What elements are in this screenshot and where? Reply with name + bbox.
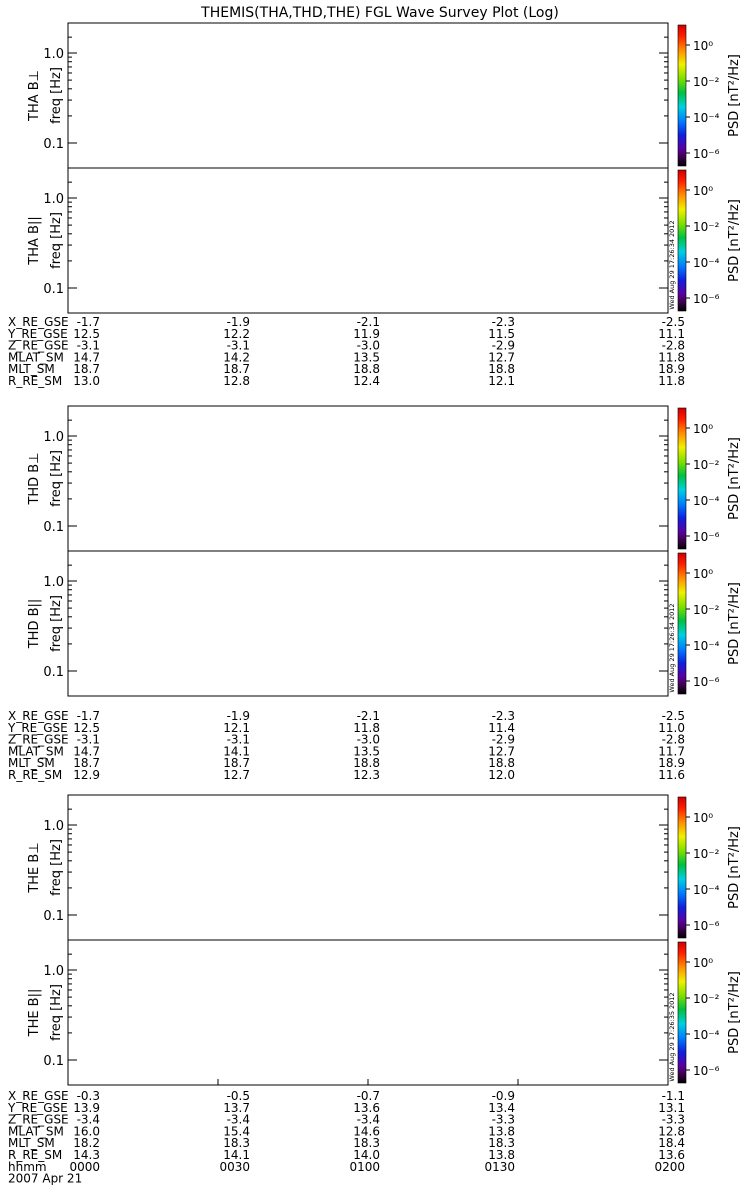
panel-label: THA B||	[27, 216, 42, 265]
colorbar-gradient	[678, 553, 686, 694]
colorbar-tick-label: 10⁻⁶	[693, 1064, 720, 1078]
ephemeris-value: 13.5	[353, 744, 380, 759]
ephemeris-value: 13.6	[353, 1100, 380, 1115]
y-tick-label: 0.1	[43, 282, 64, 297]
colorbar-tick-label: 10⁰	[693, 811, 714, 825]
ephemeris-value: -3.1	[226, 338, 250, 353]
ephemeris-name: Z_RE_GSE	[8, 732, 69, 747]
ephemeris-row	[8, 733, 685, 747]
panel-frame	[68, 406, 668, 551]
y-axis-label: freq [Hz]	[49, 450, 64, 507]
ephemeris-value: -3.4	[356, 1112, 380, 1127]
x-tick-label: 0100	[349, 1159, 380, 1174]
colorbar	[678, 170, 742, 311]
y-tick-label: 0.1	[43, 1054, 64, 1069]
ephemeris-table	[7, 709, 685, 782]
ephemeris-value: 12.7	[488, 744, 515, 759]
ephemeris-value: 18.8	[488, 756, 515, 771]
plot-title: THEMIS(THA,THD,THE) FGL Wave Survey Plot (Log)	[201, 5, 559, 21]
ephemeris-name: R_RE_SM	[8, 374, 63, 388]
ephemeris-value: 13.6	[658, 1148, 685, 1162]
ephemeris-value: 12.1	[223, 720, 250, 735]
ephemeris-value: -1.9	[226, 315, 250, 329]
colorbar-gradient	[678, 942, 686, 1083]
y-tick-label: 0.1	[43, 909, 64, 924]
ephemeris-value: 12.7	[223, 768, 250, 782]
spectrogram-panel	[27, 168, 742, 313]
ephemeris-value: -3.3	[661, 1112, 685, 1127]
date-label: 2007 Apr 21	[8, 1171, 83, 1186]
colorbar-gradient	[678, 25, 686, 166]
colorbar-label: PSD [nT²/Hz]	[727, 54, 742, 137]
panel-label: THA B⊥	[27, 70, 42, 121]
ephemeris-value: 15.4	[223, 1124, 250, 1139]
ephemeris-name: X_RE_GSE	[8, 709, 69, 723]
ephemeris-value: 11.1	[658, 326, 685, 341]
y-tick-label: 0.1	[43, 520, 64, 535]
panel-label: THE B||	[27, 988, 42, 1037]
ephemeris-value: 11.0	[658, 720, 685, 735]
ephemeris-value: 12.3	[353, 768, 380, 782]
panel-label: THE B⊥	[27, 842, 42, 893]
spectrogram-panel	[27, 940, 742, 1085]
colorbar-label: PSD [nT²/Hz]	[727, 199, 742, 282]
ephemeris-value: 18.3	[353, 1136, 380, 1151]
colorbar-tick-label: 10⁻²	[693, 603, 720, 617]
y-axis-label: freq [Hz]	[49, 67, 64, 124]
colorbar-tick-label: 10⁻²	[693, 220, 720, 234]
ephemeris-value: 14.7	[73, 350, 100, 365]
ephemeris-value: -3.1	[76, 338, 100, 353]
ephemeris-value: 12.5	[73, 720, 100, 735]
ephemeris-value: 12.8	[223, 374, 250, 388]
ephemeris-value: -2.5	[661, 315, 685, 329]
colorbar-tick-label: 10⁻⁴	[693, 111, 720, 125]
colorbar-tick-label: 10⁰	[693, 567, 714, 581]
ephemeris-row	[8, 350, 685, 364]
colorbar-tick-label: 10⁻²	[693, 992, 720, 1006]
colorbar-tick-label: 10⁻⁴	[693, 256, 720, 270]
ephemeris-row	[8, 1124, 685, 1138]
ephemeris-value: 16.0	[73, 1124, 100, 1139]
ephemeris-row	[8, 744, 685, 758]
ephemeris-value: 12.0	[488, 768, 515, 782]
ephemeris-name: MLAT_SM	[8, 1124, 64, 1139]
ephemeris-value: 13.7	[223, 1100, 250, 1115]
ephemeris-value: 11.4	[488, 720, 515, 735]
y-axis-label: freq [Hz]	[49, 839, 64, 896]
ephemeris-row	[7, 327, 685, 341]
ephemeris-value: -3.4	[226, 1112, 250, 1127]
ephemeris-name: MLT_SM	[8, 362, 55, 377]
ephemeris-row	[8, 1089, 685, 1103]
y-tick-label: 0.1	[43, 665, 64, 680]
time-axis-footer	[8, 1079, 685, 1186]
ephemeris-value: -3.1	[226, 732, 250, 747]
ephemeris-value: 14.3	[73, 1148, 100, 1162]
y-tick-label: 1.0	[43, 47, 64, 62]
ephemeris-value: 14.0	[353, 1148, 380, 1162]
ephemeris-value: 12.2	[223, 326, 250, 341]
colorbar-tick-label: 10⁻⁴	[693, 1028, 720, 1042]
panel-label: THD B⊥	[27, 452, 42, 505]
x-tick-label: 0030	[219, 1159, 250, 1174]
ephemeris-value: -0.7	[356, 1089, 380, 1103]
ephemeris-value: 13.8	[488, 1148, 515, 1162]
colorbar-tick-label: 10⁻⁴	[693, 883, 720, 897]
ephemeris-row	[8, 315, 685, 329]
ephemeris-value: -3.3	[491, 1112, 515, 1127]
ephemeris-value: 18.8	[353, 756, 380, 771]
ephemeris-value: 12.4	[353, 374, 380, 388]
colorbar-tick-label: 10⁻⁶	[693, 919, 720, 933]
ephemeris-value: -1.1	[661, 1089, 685, 1103]
creation-timestamp: Wed Aug 29 17:26:34 2012	[668, 603, 676, 693]
y-tick-label: 1.0	[43, 430, 64, 445]
y-axis-label: freq [Hz]	[49, 595, 64, 652]
panel-frame	[68, 795, 668, 940]
ephemeris-value: -1.9	[226, 709, 250, 723]
creation-timestamp: Wed Aug 29 17:26:35 2012	[668, 992, 676, 1082]
colorbar-label: PSD [nT²/Hz]	[727, 437, 742, 520]
ephemeris-value: -2.9	[491, 732, 515, 747]
ephemeris-value: 13.0	[73, 374, 100, 388]
colorbar-tick-label: 10⁰	[693, 956, 714, 970]
ephemeris-value: -3.4	[76, 1112, 100, 1127]
colorbar-tick-label: 10⁻²	[693, 847, 720, 861]
y-tick-label: 1.0	[43, 575, 64, 590]
ephemeris-value: -2.9	[491, 338, 515, 353]
y-axis-label: freq [Hz]	[49, 212, 64, 269]
ephemeris-value: 18.7	[223, 756, 250, 771]
ephemeris-name: Z_RE_GSE	[8, 338, 69, 353]
panel-frame	[68, 940, 668, 1085]
ephemeris-value: 14.1	[223, 1148, 250, 1162]
colorbar-label: PSD [nT²/Hz]	[727, 971, 742, 1054]
colorbar	[678, 942, 742, 1083]
y-tick-label: 0.1	[43, 137, 64, 152]
ephemeris-row	[8, 709, 685, 723]
ephemeris-row	[8, 756, 685, 770]
colorbar-gradient	[678, 408, 686, 549]
ephemeris-name: Y_RE_GSE	[8, 720, 68, 735]
ephemeris-value: -3.0	[356, 338, 380, 353]
ephemeris-value: -0.5	[226, 1089, 250, 1103]
ephemeris-table	[7, 315, 685, 388]
ephemeris-name: Y_RE_GSE	[8, 1100, 68, 1115]
colorbar-tick-label: 10⁻⁴	[693, 639, 720, 653]
ephemeris-value: 14.2	[223, 350, 250, 365]
colorbar-gradient	[678, 170, 686, 311]
ephemeris-value: 12.5	[73, 326, 100, 341]
colorbar	[678, 553, 742, 694]
y-tick-label: 1.0	[43, 192, 64, 207]
colorbar-label: PSD [nT²/Hz]	[727, 826, 742, 909]
ephemeris-value: 12.8	[658, 1124, 685, 1139]
panel-label: THD B||	[27, 598, 42, 649]
ephemeris-value: 18.7	[223, 362, 250, 377]
ephemeris-value: 13.4	[488, 1100, 515, 1115]
y-axis-label: freq [Hz]	[49, 984, 64, 1041]
ephemeris-row	[8, 1136, 685, 1150]
ephemeris-value: 11.7	[658, 744, 685, 759]
spectrogram-panel	[27, 551, 742, 696]
ephemeris-value: 14.6	[353, 1124, 380, 1139]
spectrogram-panel	[27, 23, 742, 168]
x-tick-label: 0000	[69, 1159, 100, 1174]
ephemeris-row	[8, 1113, 685, 1127]
ephemeris-name: R_RE_SM	[8, 768, 63, 782]
ephemeris-value: 13.8	[488, 1124, 515, 1139]
ephemeris-value: -3.0	[356, 732, 380, 747]
ephemeris-value: 12.9	[73, 768, 100, 782]
ephemeris-value: -2.8	[661, 732, 685, 747]
spectrogram-panel	[27, 406, 742, 551]
ephemeris-value: 11.8	[353, 720, 380, 735]
ephemeris-value: 18.3	[223, 1136, 250, 1151]
colorbar-tick-label: 10⁻⁶	[693, 530, 720, 544]
ephemeris-value: -2.8	[661, 338, 685, 353]
ephemeris-value: 18.7	[73, 362, 100, 377]
ephemeris-value: 11.6	[658, 768, 685, 782]
ephemeris-value: 12.7	[488, 350, 515, 365]
colorbar-gradient	[678, 797, 686, 938]
colorbar-tick-label: 10⁻⁴	[693, 494, 720, 508]
colorbar-tick-label: 10⁰	[693, 184, 714, 198]
colorbar-tick-label: 10⁻⁶	[693, 292, 720, 306]
ephemeris-value: -0.3	[76, 1089, 100, 1103]
colorbar	[678, 25, 742, 166]
ephemeris-value: -1.7	[76, 315, 100, 329]
ephemeris-name: X_RE_GSE	[8, 315, 69, 329]
ephemeris-value: 11.9	[353, 326, 380, 341]
ephemeris-name: Y_RE_GSE	[8, 326, 68, 341]
ephemeris-name: X_RE_GSE	[8, 1089, 69, 1103]
ephemeris-value: 18.7	[73, 756, 100, 771]
ephemeris-value: 18.8	[353, 362, 380, 377]
ephemeris-value: -2.3	[491, 709, 515, 723]
hhmm-label: hhmm	[8, 1159, 47, 1174]
colorbar-tick-label: 10⁰	[693, 39, 714, 53]
x-tick-label: 0130	[484, 1159, 515, 1174]
colorbar-tick-label: 10⁻²	[693, 75, 720, 89]
panel-frame	[68, 168, 668, 313]
y-tick-label: 1.0	[43, 819, 64, 834]
ephemeris-name: MLT_SM	[8, 756, 55, 771]
ephemeris-value: 18.9	[658, 362, 685, 377]
creation-timestamp: Wed Aug 29 17:26:34 2012	[668, 220, 676, 310]
ephemeris-row	[7, 721, 685, 735]
panel-frame	[68, 23, 668, 168]
colorbar-label: PSD [nT²/Hz]	[727, 582, 742, 665]
ephemeris-value: -2.1	[356, 709, 380, 723]
colorbar-tick-label: 10⁻⁶	[693, 675, 720, 689]
ephemeris-row	[8, 339, 685, 353]
colorbar-tick-label: 10⁻⁶	[693, 147, 720, 161]
ephemeris-value: 13.9	[73, 1100, 100, 1115]
ephemeris-value: -1.7	[76, 709, 100, 723]
ephemeris-value: 18.8	[488, 362, 515, 377]
ephemeris-value: 12.1	[488, 374, 515, 388]
ephemeris-value: -0.9	[491, 1089, 515, 1103]
ephemeris-value: 13.5	[353, 350, 380, 365]
colorbar	[678, 408, 742, 549]
ephemeris-name: MLAT_SM	[8, 744, 64, 759]
ephemeris-row	[8, 1148, 685, 1162]
ephemeris-table	[7, 1089, 685, 1162]
colorbar-tick-label: 10⁰	[693, 422, 714, 436]
ephemeris-value: 14.7	[73, 744, 100, 759]
ephemeris-value: -2.3	[491, 315, 515, 329]
colorbar	[678, 797, 742, 938]
ephemeris-value: 11.8	[658, 350, 685, 365]
ephemeris-value: -3.1	[76, 732, 100, 747]
ephemeris-value: 11.8	[658, 374, 685, 388]
ephemeris-row	[8, 374, 685, 388]
ephemeris-value: 18.9	[658, 756, 685, 771]
ephemeris-name: MLT_SM	[8, 1136, 55, 1151]
ephemeris-value: 18.4	[658, 1136, 685, 1151]
ephemeris-row	[8, 768, 685, 782]
x-tick-label: 0200	[654, 1159, 685, 1174]
ephemeris-value: 18.2	[73, 1136, 100, 1151]
ephemeris-value: 18.3	[488, 1136, 515, 1151]
ephemeris-value: -2.5	[661, 709, 685, 723]
ephemeris-name: MLAT_SM	[8, 350, 64, 365]
ephemeris-value: 11.5	[488, 326, 515, 341]
y-tick-label: 1.0	[43, 964, 64, 979]
spectrogram-panel	[27, 795, 742, 940]
ephemeris-row	[8, 362, 685, 376]
colorbar-tick-label: 10⁻²	[693, 458, 720, 472]
panels	[27, 23, 742, 1085]
ephemeris-value: 14.1	[223, 744, 250, 759]
ephemeris-value: 13.1	[658, 1100, 685, 1115]
ephemeris-name: R_RE_SM	[8, 1148, 63, 1162]
ephemeris-name: Z_RE_GSE	[8, 1112, 69, 1127]
panel-frame	[68, 551, 668, 696]
ephemeris-value: -2.1	[356, 315, 380, 329]
ephemeris-row	[7, 1101, 685, 1115]
